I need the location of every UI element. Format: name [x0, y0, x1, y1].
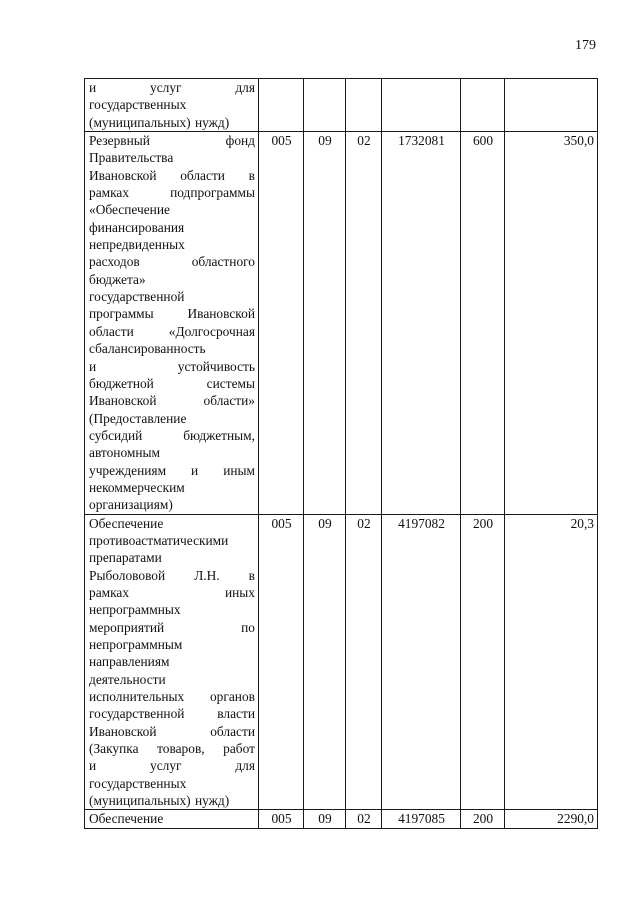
description-line: непрограммных — [89, 602, 181, 618]
amount-cell: 350,0 — [505, 132, 598, 515]
description-line: непредвиденных — [89, 237, 185, 253]
expense-type-cell: 200 — [461, 514, 505, 810]
description-line: Правительства — [89, 150, 174, 166]
description-line: рамках подпрограммы — [89, 185, 255, 201]
description-line: Ивановской области — [89, 723, 255, 739]
target-article-cell — [382, 79, 461, 132]
description-line: финансирования — [89, 219, 185, 235]
description-line: Ивановской области в — [89, 167, 255, 183]
description-line: Рыболововой Л.Н. в — [89, 567, 255, 583]
target-article-cell: 4197085 — [382, 810, 461, 828]
description-line: мероприятий по — [89, 619, 255, 635]
subsection-code-cell: 02 — [346, 132, 382, 515]
description-line: Обеспечение — [89, 515, 164, 531]
description-line: государственных — [89, 775, 187, 791]
description-cell — [85, 514, 259, 810]
description-line: (муниципальных) нужд) — [89, 793, 230, 809]
section-code-cell — [304, 79, 346, 132]
description-line: государственных — [89, 97, 187, 113]
description-line: непрограммным — [89, 637, 183, 652]
budget-table — [84, 78, 598, 829]
ministry-code-cell: 005 — [259, 514, 304, 810]
description-line: деятельности — [89, 671, 166, 687]
description-line: бюджета» — [89, 271, 146, 287]
description-line: (муниципальных) нужд) — [89, 114, 230, 130]
description-line: Обеспечение — [89, 811, 164, 827]
description-line: области «Долгосрочная — [89, 323, 255, 339]
ministry-code-cell: 005 — [259, 132, 304, 515]
description-line: (Закупка товаров, работ — [89, 741, 255, 757]
description-line: «Обеспечение — [89, 202, 170, 218]
target-article-cell: 4197082 — [382, 514, 461, 810]
expense-type-cell: 600 — [461, 132, 505, 515]
subsection-code-cell: 02 — [346, 810, 382, 828]
subsection-code-cell — [346, 79, 382, 132]
description-line: государственной — [89, 289, 185, 305]
description-line: расходов областного — [89, 254, 255, 270]
description-line: (Предоставление — [89, 410, 187, 426]
description-line: субсидий бюджетным, — [89, 427, 255, 443]
description-line: организациям) — [89, 497, 173, 513]
table-row — [85, 514, 598, 810]
table-row — [85, 79, 598, 132]
description-line: бюджетной системы — [89, 375, 255, 391]
description-line: и устойчивость — [89, 358, 255, 374]
description-line: Ивановской области» — [89, 393, 255, 409]
table-row — [85, 810, 598, 828]
description-line: противоастматическими — [89, 532, 229, 548]
description-line: государственной власти — [89, 706, 255, 722]
section-code-cell: 09 — [304, 514, 346, 810]
amount-cell: 2290,0 — [505, 810, 598, 828]
description-line: исполнительных органов — [89, 689, 255, 705]
amount-cell — [505, 79, 598, 132]
description-line: программы Ивановской — [89, 306, 255, 322]
description-line: сбалансированность — [89, 341, 206, 357]
expense-type-cell — [461, 79, 505, 132]
expense-type-cell: 200 — [461, 810, 505, 828]
description-line: и услуг для — [89, 758, 255, 774]
description-line: Резервный фонд — [89, 133, 255, 149]
target-article-cell: 1732081 — [382, 132, 461, 515]
description-cell — [85, 132, 259, 515]
section-code-cell: 09 — [304, 132, 346, 515]
table-row — [85, 132, 598, 515]
ministry-code-cell: 005 — [259, 810, 304, 828]
subsection-code-cell: 02 — [346, 514, 382, 810]
description-cell — [85, 79, 259, 132]
description-line: учреждениям и иным — [89, 462, 255, 478]
page-number: 179 — [575, 38, 596, 53]
description-line: рамках иных — [89, 584, 255, 600]
description-line: направлениям — [89, 654, 170, 670]
amount-cell: 20,3 — [505, 514, 598, 810]
section-code-cell: 09 — [304, 810, 346, 828]
table-body — [85, 79, 598, 829]
description-line: автономным — [89, 445, 161, 461]
ministry-code-cell — [259, 79, 304, 132]
description-line: препаратами — [89, 550, 162, 566]
description-line: некоммерческим — [89, 479, 185, 495]
description-cell — [85, 810, 259, 828]
description-line: и услуг для — [89, 80, 255, 95]
